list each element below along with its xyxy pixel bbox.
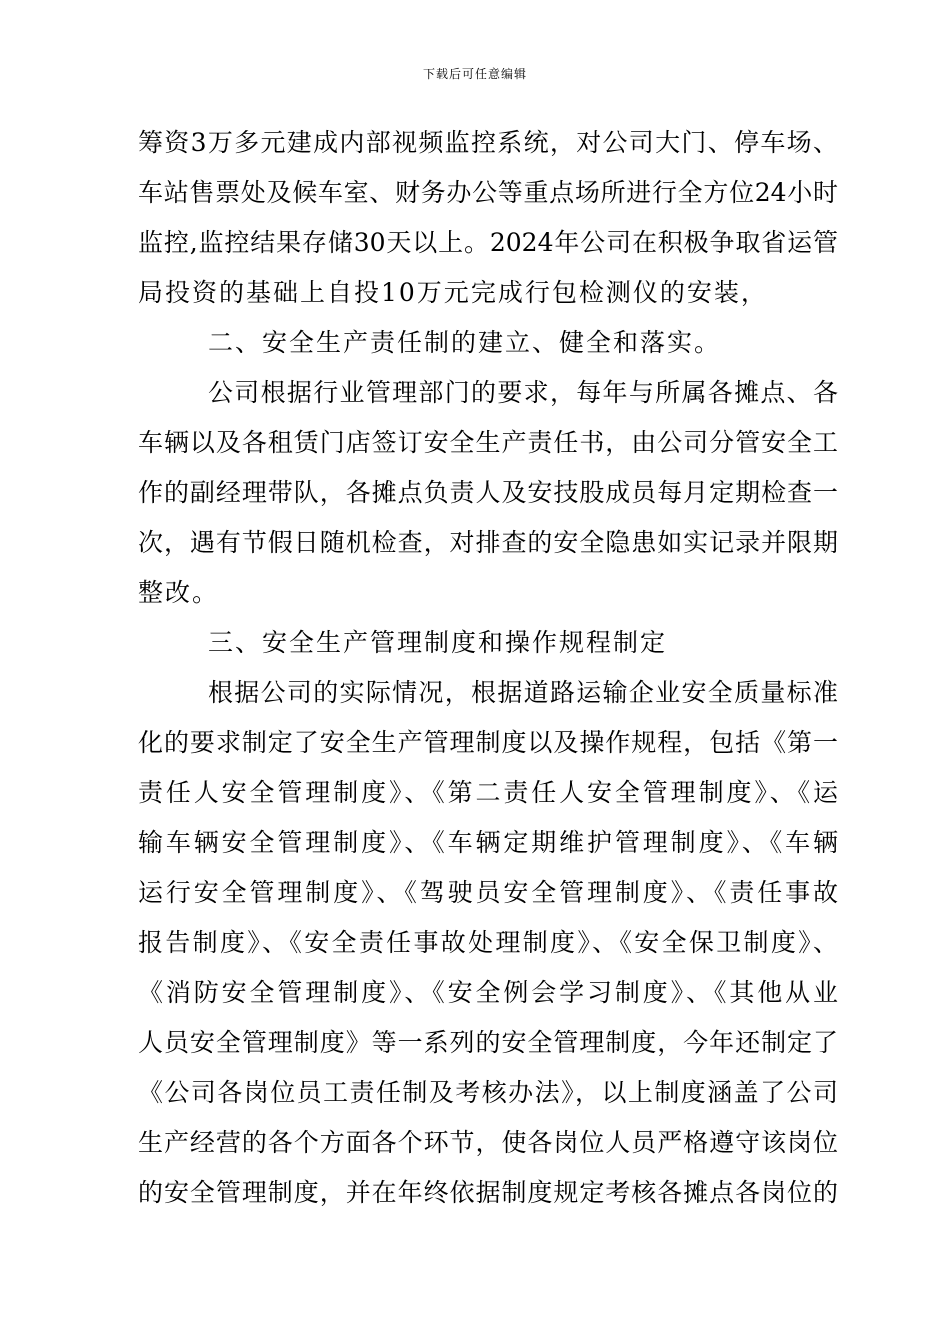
text-line: 公司根据行业管理部门的要求，每年与所属各摊点、各 bbox=[208, 378, 838, 407]
section-heading: 三、安全生产管理制度和操作规程制定 bbox=[208, 628, 668, 657]
text-line: 生产经营的各个方面各个环节，使各岗位人员严格遵守该岗位 bbox=[138, 1128, 838, 1157]
text-line: 责任人安全管理制度》、《第二责任人安全管理制度》、《运 bbox=[138, 778, 838, 807]
text-line: 报告制度》、《安全责任事故处理制度》、《安全保卫制度》、 bbox=[138, 928, 838, 957]
text-line: 筹资3万多元建成内部视频监控系统，对公司大门、停车场、 bbox=[138, 128, 838, 157]
text-line: 运行安全管理制度》、《驾驶员安全管理制度》、《责任事故 bbox=[138, 878, 838, 907]
text-line: 的安全管理制度，并在年终依据制度规定考核各摊点各岗位的 bbox=[138, 1178, 838, 1207]
page-header: 下载后可任意编辑 bbox=[422, 67, 527, 81]
text-line: 车辆以及各租赁门店签订安全生产责任书，由公司分管安全工 bbox=[138, 428, 838, 457]
text-line: 车站售票处及候车室、财务办公等重点场所进行全方位24小时 bbox=[138, 178, 838, 207]
text-line: 输车辆安全管理制度》、《车辆定期维护管理制度》、《车辆 bbox=[138, 828, 838, 857]
section-heading: 二、安全生产责任制的建立、健全和落实。 bbox=[208, 328, 722, 357]
text-line: 人员安全管理制度》等一系列的安全管理制度，今年还制定了 bbox=[138, 1028, 838, 1057]
text-line: 整改。 bbox=[138, 578, 220, 607]
text-line: 《公司各岗位员工责任制及考核办法》，以上制度涵盖了公司 bbox=[138, 1078, 838, 1107]
text-line: 根据公司的实际情况，根据道路运输企业安全质量标准 bbox=[208, 678, 838, 707]
text-line: 《消防安全管理制度》、《安全例会学习制度》、《其他从业 bbox=[138, 978, 838, 1007]
text-line: 局投资的基础上自投10万元完成行包检测仪的安装， bbox=[138, 278, 768, 307]
text-line: 次，遇有节假日随机检查，对排查的安全隐患如实记录并限期 bbox=[138, 528, 838, 557]
text-line: 监控,监控结果存储30天以上。2024年公司在积极争取省运管 bbox=[138, 228, 838, 257]
text-line: 作的副经理带队，各摊点负责人及安技股成员每月定期检查一 bbox=[138, 478, 838, 507]
text-line: 化的要求制定了安全生产管理制度以及操作规程，包括《第一 bbox=[138, 728, 838, 757]
